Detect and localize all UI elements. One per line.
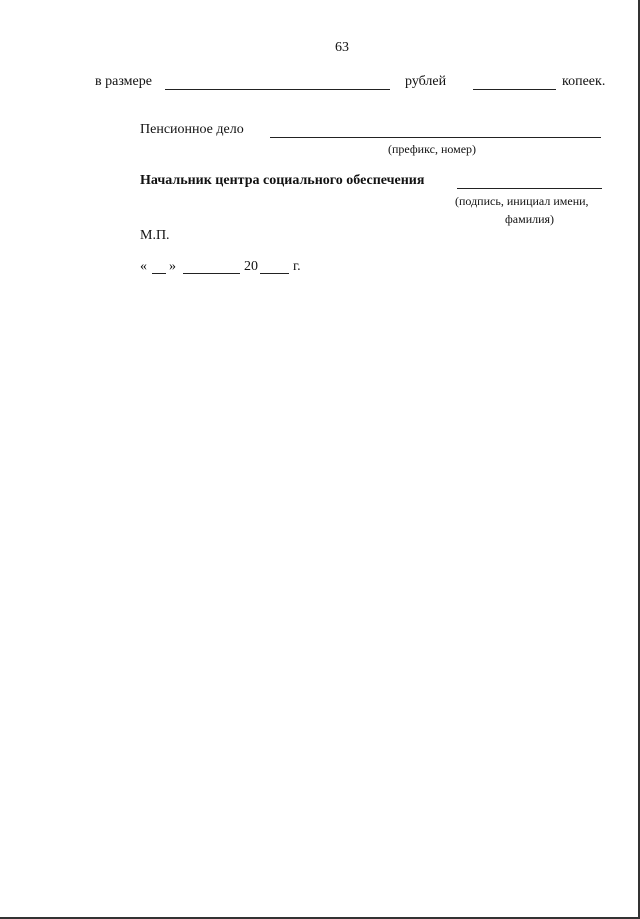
signature-hint-2: фамилия) (505, 212, 555, 226)
date-suffix: г. (293, 259, 301, 274)
kopecks-label: копеек. (562, 74, 606, 89)
date-day-blank[interactable] (152, 273, 166, 274)
signature-blank[interactable] (457, 188, 602, 189)
pension-case-label: Пенсионное дело (140, 122, 244, 137)
date-close-quote: » (169, 259, 176, 274)
amount-kopecks-blank[interactable] (473, 89, 556, 90)
head-label: Начальник центра социального обеспечения (140, 173, 425, 188)
date-century: 20 (244, 259, 258, 274)
date-year-blank[interactable] (260, 273, 289, 274)
signature-hint-1: (подпись, инициал имени, (455, 194, 589, 208)
rubles-label: рублей (405, 74, 447, 89)
amount-rubles-blank[interactable] (165, 89, 390, 90)
stamp-label: М.П. (140, 228, 170, 243)
pension-case-hint: (префикс, номер) (388, 142, 477, 156)
amount-label: в размере (95, 74, 152, 89)
pension-case-blank[interactable] (270, 137, 601, 138)
date-open-quote: « (140, 259, 147, 274)
page-number: 63 (335, 40, 349, 55)
date-month-blank[interactable] (183, 273, 240, 274)
